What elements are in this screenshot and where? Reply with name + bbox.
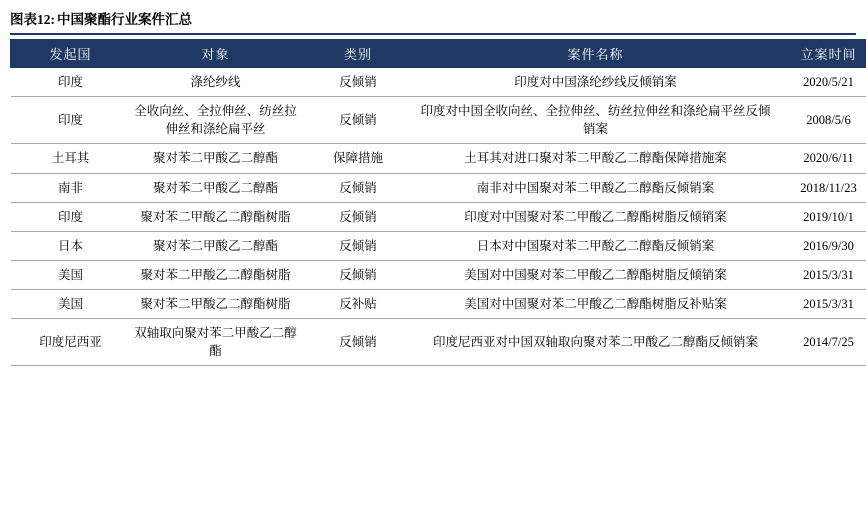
cell-date: 2019/10/1 bbox=[776, 202, 866, 231]
cell-country: 印度尼西亚 bbox=[11, 319, 131, 366]
cell-type: 反倾销 bbox=[301, 173, 416, 202]
cell-type: 反倾销 bbox=[301, 231, 416, 260]
cell-type: 反倾销 bbox=[301, 97, 416, 144]
cell-date: 2015/3/31 bbox=[776, 290, 866, 319]
cell-type: 反补贴 bbox=[301, 290, 416, 319]
page-title bbox=[10, 8, 856, 35]
cell-date: 2020/5/21 bbox=[776, 68, 866, 97]
column-header-country: 发起国 bbox=[11, 40, 131, 68]
cell-object: 聚对苯二甲酸乙二醇酯 bbox=[131, 173, 301, 202]
cell-case-name: 日本对中国聚对苯二甲酸乙二醇酯反倾销案 bbox=[416, 231, 776, 260]
cell-country: 印度 bbox=[11, 97, 131, 144]
cell-case-name: 印度尼西亚对中国双轴取向聚对苯二甲酸乙二醇酯反倾销案 bbox=[416, 319, 776, 366]
cell-case-name: 印度对中国聚对苯二甲酸乙二醇酯树脂反倾销案 bbox=[416, 202, 776, 231]
table-header-row bbox=[11, 40, 866, 68]
cell-type: 反倾销 bbox=[301, 319, 416, 366]
table-row bbox=[11, 97, 866, 144]
cell-object: 聚对苯二甲酸乙二醇酯 bbox=[131, 144, 301, 173]
table-row bbox=[11, 173, 866, 202]
table-row bbox=[11, 144, 866, 173]
column-header-object: 对象 bbox=[131, 40, 301, 68]
cell-type: 保障措施 bbox=[301, 144, 416, 173]
table-row bbox=[11, 202, 866, 231]
cell-country: 印度 bbox=[11, 68, 131, 97]
cell-date: 2020/6/11 bbox=[776, 144, 866, 173]
cell-object: 聚对苯二甲酸乙二醇酯树脂 bbox=[131, 260, 301, 289]
cell-date: 2018/11/23 bbox=[776, 173, 866, 202]
cell-case-name: 土耳其对进口聚对苯二甲酸乙二醇酯保障措施案 bbox=[416, 144, 776, 173]
table-body bbox=[11, 68, 866, 366]
cell-object: 全收向丝、全拉伸丝、纺丝拉伸丝和涤纶扁平丝 bbox=[131, 97, 301, 144]
cell-country: 土耳其 bbox=[11, 144, 131, 173]
cell-country: 美国 bbox=[11, 260, 131, 289]
cell-object: 双轴取向聚对苯二甲酸乙二醇酯 bbox=[131, 319, 301, 366]
table-row bbox=[11, 260, 866, 289]
column-header-case-name: 案件名称 bbox=[416, 40, 776, 68]
cell-case-name: 美国对中国聚对苯二甲酸乙二醇酯树脂反补贴案 bbox=[416, 290, 776, 319]
cell-case-name: 印度对中国涤纶纱线反倾销案 bbox=[416, 68, 776, 97]
column-header-type: 类别 bbox=[301, 40, 416, 68]
figure-title-text: 中国聚酯行业案件汇总 bbox=[57, 12, 192, 27]
cell-object: 聚对苯二甲酸乙二醇酯树脂 bbox=[131, 202, 301, 231]
cell-type: 反倾销 bbox=[301, 260, 416, 289]
cell-type: 反倾销 bbox=[301, 202, 416, 231]
table-row bbox=[11, 68, 866, 97]
cell-date: 2014/7/25 bbox=[776, 319, 866, 366]
table-header bbox=[11, 40, 866, 68]
cell-case-name: 印度对中国全收向丝、全拉伸丝、纺丝拉伸丝和涤纶扁平丝反倾销案 bbox=[416, 97, 776, 144]
cell-country: 南非 bbox=[11, 173, 131, 202]
cell-date: 2016/9/30 bbox=[776, 231, 866, 260]
table-row bbox=[11, 231, 866, 260]
cell-case-name: 美国对中国聚对苯二甲酸乙二醇酯树脂反倾销案 bbox=[416, 260, 776, 289]
cell-country: 印度 bbox=[11, 202, 131, 231]
cell-type: 反倾销 bbox=[301, 68, 416, 97]
figure-label: 图表12: bbox=[10, 12, 55, 27]
cell-object: 涤纶纱线 bbox=[131, 68, 301, 97]
cell-object: 聚对苯二甲酸乙二醇酯树脂 bbox=[131, 290, 301, 319]
table-row bbox=[11, 319, 866, 366]
cell-object: 聚对苯二甲酸乙二醇酯 bbox=[131, 231, 301, 260]
table-row bbox=[11, 290, 866, 319]
cell-country: 日本 bbox=[11, 231, 131, 260]
cell-case-name: 南非对中国聚对苯二甲酸乙二醇酯反倾销案 bbox=[416, 173, 776, 202]
column-header-date: 立案时间 bbox=[776, 40, 866, 68]
cell-date: 2015/3/31 bbox=[776, 260, 866, 289]
case-summary-table bbox=[10, 39, 866, 366]
cell-country: 美国 bbox=[11, 290, 131, 319]
cell-date: 2008/5/6 bbox=[776, 97, 866, 144]
